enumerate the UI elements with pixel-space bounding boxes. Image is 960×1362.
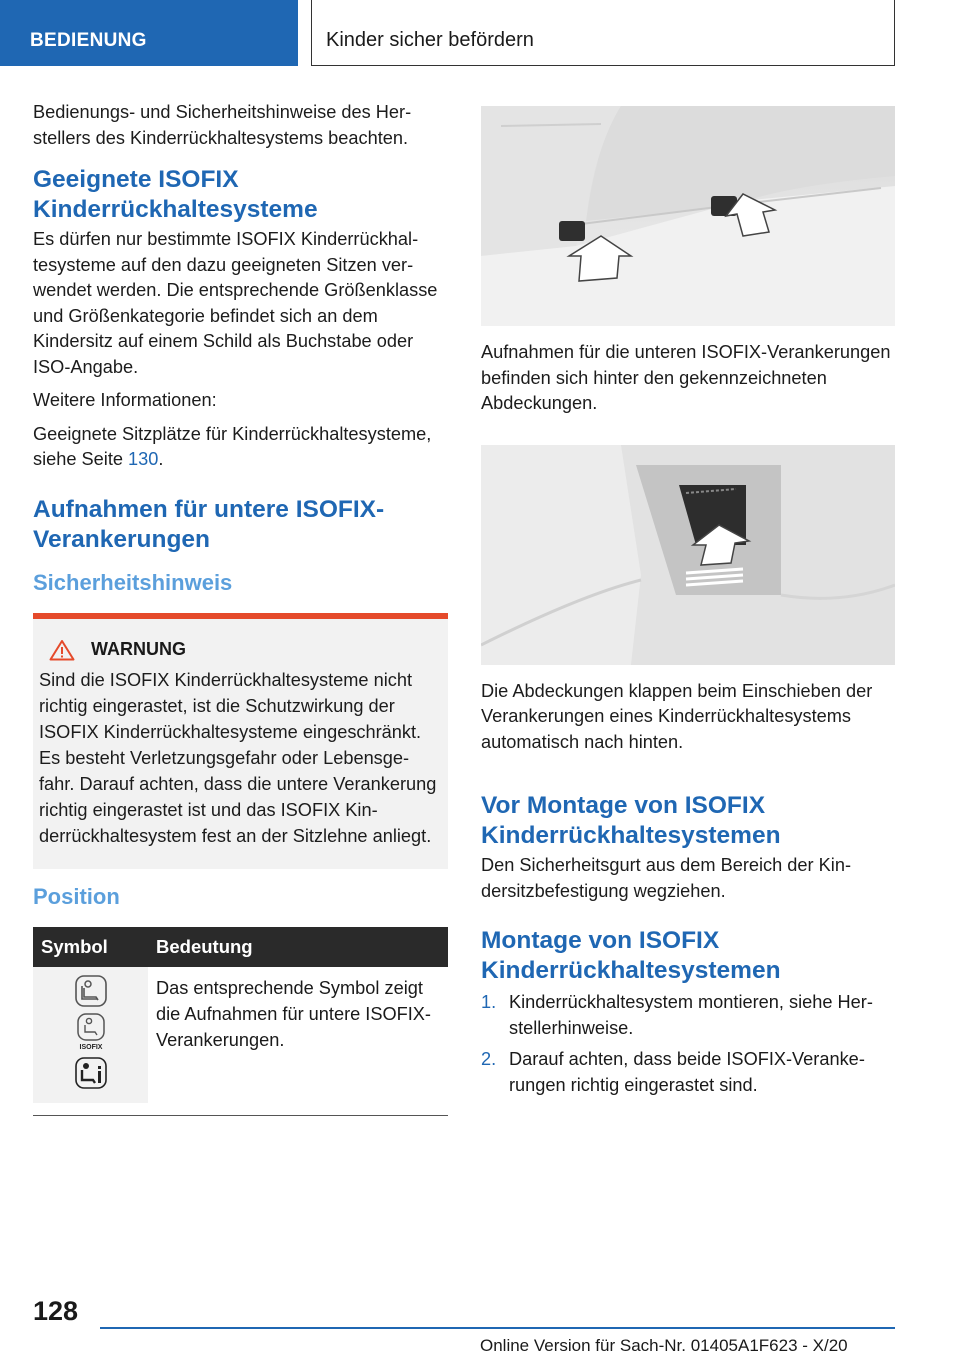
warning-triangle-icon	[49, 639, 75, 661]
before-mounting-paragraph: Den Sicherheitsgurt aus dem Bereich der Kindersitzbefestigung wegziehen.	[481, 855, 851, 901]
rear-seat-anchors-image	[481, 106, 895, 326]
mounting-steps	[481, 990, 895, 1098]
rear-seat-illustration	[481, 106, 895, 326]
symbol-table	[33, 927, 448, 1103]
right-column	[481, 106, 895, 1104]
isofix-paragraph: Es dürfen nur bestimmte ISOFIX Kinderrückhaltesysteme auf den dazu geeigneten Sitzen verwendet werden. Die entsprechende Größenklasse und Größenkategorie befindet sich an dem Kindersitz auf einem Schild als Buchstabe oder ISO-Angabe.	[33, 229, 438, 377]
page-reference-link[interactable]: 130	[128, 449, 159, 469]
child-seat-icon	[75, 975, 107, 1007]
heading-isofix-systems: Geeignete ISOFIX Kinderrückhaltesysteme	[33, 166, 318, 223]
list-item	[481, 990, 895, 1041]
footer-text: Online Version für Sach-Nr. 01405A1F623 - X/20	[480, 1336, 848, 1355]
section-tab: BEDIENUNG	[0, 0, 298, 66]
step-number: 2.	[481, 1049, 497, 1069]
column-header-symbol: Symbol	[33, 927, 148, 967]
column-header-meaning: Bedeutung	[148, 927, 448, 967]
table-bottom-rule	[33, 1115, 448, 1116]
isofix-symbol-label: ISOFIX	[79, 1043, 102, 1051]
step-text: Darauf achten, dass beide ISOFIX-Verankerungen richtig eingerastet sind.	[509, 1049, 865, 1095]
footer-rule	[100, 1327, 895, 1329]
heading-before-mounting: Vor Montage von ISOFIX Kinderrückhaltesystemen	[481, 792, 781, 849]
table-header-row	[33, 927, 448, 967]
warning-title: WARNUNG	[91, 639, 186, 659]
step-number: 1.	[481, 992, 497, 1012]
table-row	[33, 967, 448, 1103]
anchor-cover-closeup-image	[481, 445, 895, 665]
seats-reference-suffix: .	[158, 449, 164, 469]
meaning-cell: Das entsprechende Symbol zeigt die Aufnahmen für untere ISOFIX-Verankerungen.	[156, 977, 431, 1050]
symbol-cell	[33, 967, 148, 1103]
warning-box	[33, 613, 448, 869]
intro-paragraph: Bedienungs- und Sicherheitshinweise des Herstellers des Kinderrückhaltesystems beachten.	[33, 102, 412, 148]
heading-mounting: Montage von ISOFIX Kinderrückhaltesystemen	[481, 927, 781, 984]
isofix-child-seat-icon	[75, 1013, 107, 1051]
caption-covers-fold: Die Abdeckungen klappen beim Einschieben der Verankerungen eines Kinderrückhaltesystems automatisch nach hinten.	[481, 680, 873, 752]
page-number: 128	[33, 1296, 79, 1326]
warning-text: Sind die ISOFIX Kinderrückhaltesysteme nicht richtig eingerastet, ist die Schutzwirkung der ISOFIX Kinderrückhaltesysteme eingeschränkt. Es besteht Verletzungsgefahr oder Lebensgefahr. Darauf achten, dass die untere Verankerung richtig eingerastet ist und das ISOFIX Kinderrückhaltesystem fest an der Sitzlehne anliegt.	[39, 669, 437, 846]
heading-position: Position	[33, 883, 120, 909]
step-text: Kinderrückhaltesystem montieren, siehe Herstellerhinweise.	[509, 992, 873, 1038]
seats-reference-text: Geeignete Sitzplätze für Kinderrückhaltesysteme, siehe Seite	[33, 423, 432, 469]
warning-header	[39, 639, 438, 661]
caption-anchor-covers: Aufnahmen für die unteren ISOFIX-Verankerungen befinden sich hinter den gekennzeichneten Abdeckungen.	[481, 342, 891, 413]
more-info-label: Weitere Informationen:	[33, 390, 217, 410]
page-header	[0, 0, 960, 68]
anchor-cover-illustration	[481, 445, 895, 665]
seats-reference	[33, 422, 448, 473]
left-column	[33, 100, 448, 1116]
chapter-title: Kinder sicher befördern	[311, 0, 895, 66]
isofix-info-icon	[75, 1057, 107, 1089]
heading-lower-anchors: Aufnahmen für untere ISOFIX-Verankerungen	[33, 495, 385, 553]
list-item	[481, 1047, 895, 1098]
heading-safety-note: Sicherheitshinweis	[33, 569, 233, 595]
